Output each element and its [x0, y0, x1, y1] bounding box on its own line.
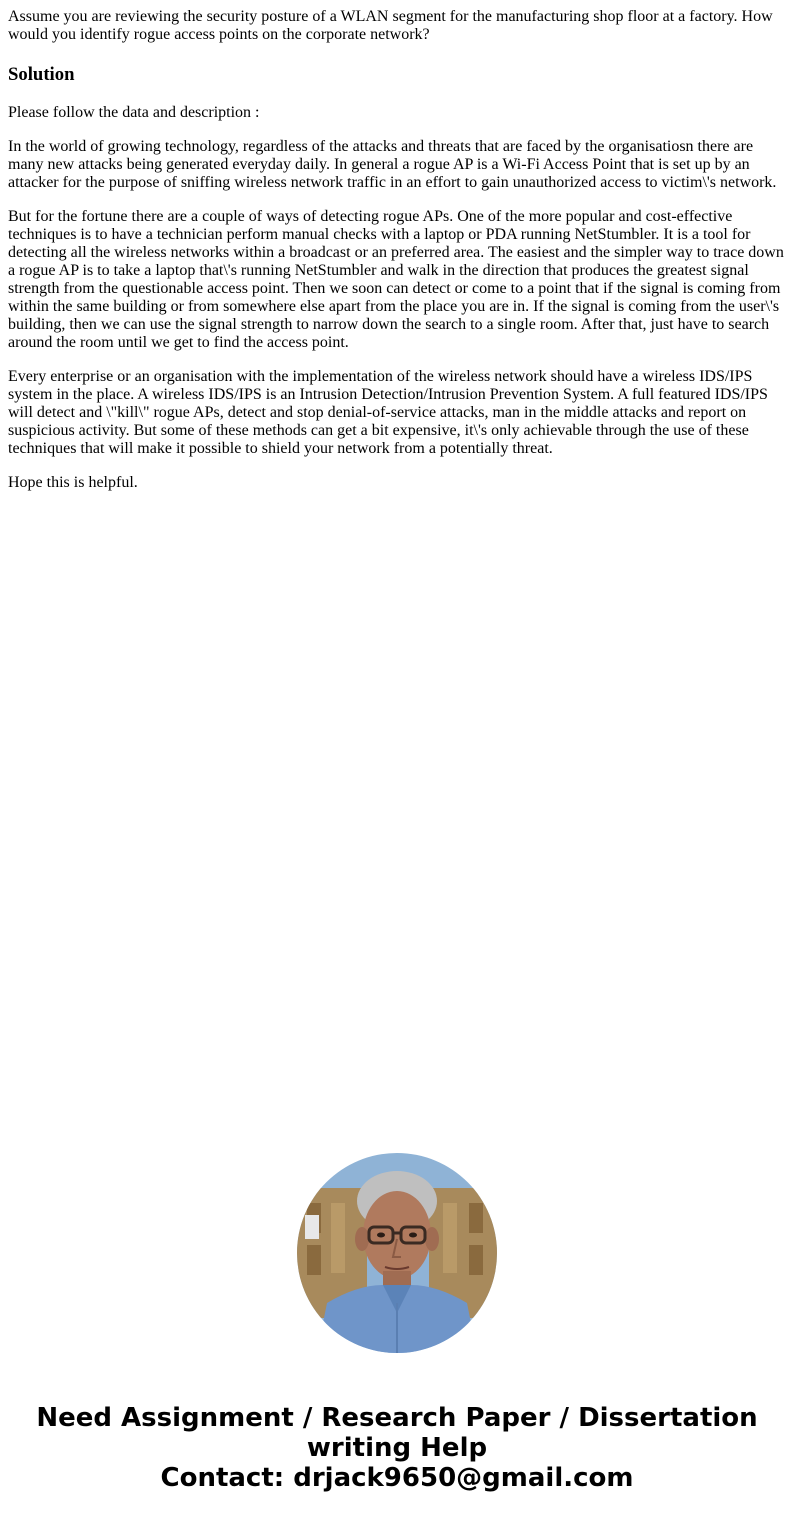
closing-paragraph: Hope this is helpful.	[8, 474, 138, 491]
answer-content	[8, 8, 786, 508]
promo-line-1: Need Assignment / Research Paper / Dissertation	[36, 1403, 758, 1433]
promo-footer	[0, 1403, 794, 1493]
intro-paragraph: Please follow the data and description :	[8, 104, 260, 121]
question-text: Assume you are reviewing the security posture of a WLAN segment for the manufacturing shop floor at a factory. How would you identify rogue access points on the corporate network?	[8, 8, 773, 43]
promo-line-2: writing Help	[306, 1433, 488, 1463]
author-avatar	[297, 1153, 497, 1353]
body-paragraph: Every enterprise or an organisation with the implementation of the wireless network should have a wireless IDS/IPS system in the place. A wireless IDS/IPS is an Intrusion Detection/Intrusion Prevention System. A full featured IDS/IPS will detect and \"kill\" rogue APs, detect and stop denial-of-service attacks, man in the middle attacks and report on suspicious activity. But some of these methods can get a bit expensive, it\'s only achievable through the use of these techniques that will make it possible to shield your network from a potentially threat.	[8, 368, 768, 457]
body-paragraph: In the world of growing technology, regardless of the attacks and threats that are faced by the organisatiosn there are many new attacks being generated everyday daily. In general a rogue AP is a Wi-Fi Access Point that is set up by an attacker for the purpose of sniffing wireless network traffic in an effort to gain unauthorized access to victim\'s network.	[8, 138, 777, 191]
body-paragraph: But for the fortune there are a couple of ways of detecting rogue APs. One of the more popular and cost-effective techniques is to have a technician perform manual checks with a laptop or PDA running NetStumbler. It is a tool for detecting all the wireless networks within a broadcast or an preferred area. The easiest and the simpler way to trace down a rogue AP is to take a laptop that\'s running NetStumbler and walk in the direction that produces the greatest signal strength from the questionable access point. Then we soon can detect or come to a point that if the signal is coming from within the same building or from somewhere else apart from the place you are in. If the signal is coming from the user\'s building, then we can use the signal strength to narrow down the search to a single room. After that, just have to search around the room until we get to find the access point.	[8, 208, 784, 351]
contact-email: Contact: drjack9650@gmail.com	[160, 1463, 634, 1493]
solution-heading: Solution	[8, 64, 75, 85]
